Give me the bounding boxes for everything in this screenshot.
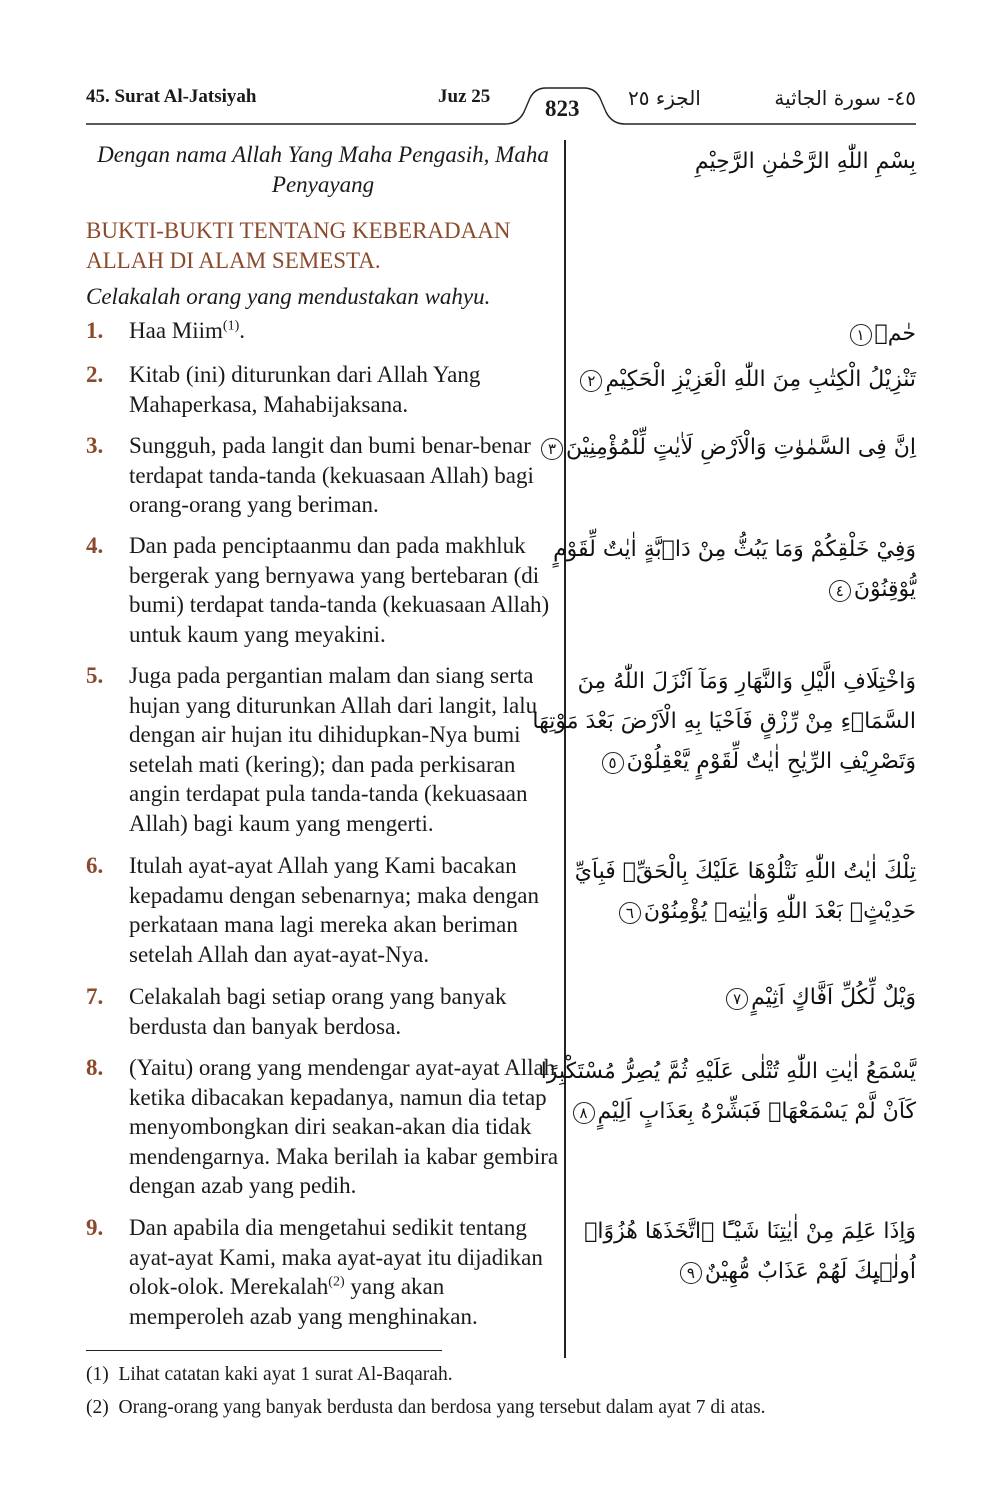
ayah-number: 6. [86,853,104,878]
arabic-text: اِنَّ فِى السَّمٰوٰتِ وَالْاَرْضِ لَاٰيٰتٍ لِّلْمُؤْمِنِيْنَ [566,435,916,460]
ayah-end-marker: ٣ [541,438,563,460]
running-header-juz-arabic: الجزء ٢٥ [628,86,701,110]
ayah-number: 2. [86,362,104,387]
ayah-text: Juga pada pergantian malam dan siang serta hujan yang diturunkan Allah dari langit, lalu dengan air hujan itu dihidupkan-Nya bumi setelah mati (kering); dan pada perkisaran angin terdapat pula tanda-tanda (kekuasaan Allah) bagi kaum yang mengerti. [129,663,538,836]
ayah-translation-3 [86,431,560,520]
ayah-text: Dan pada penciptaanmu dan pada makhluk bergerak yang bernyawa yang bertebaran (di bumi) terdapat tanda-tanda (kekuasaan Allah) untuk kaum yang meyakini. [129,533,550,647]
ayah-text: Celakalah bagi setiap orang yang banyak berdusta dan banyak berdosa. [129,984,507,1039]
ayah-translation-5 [86,661,560,838]
ayah-number: 1. [86,318,104,343]
ayah-text: (Yaitu) orang yang mendengar ayat-ayat Allah ketika dibacakan kepadanya, namun dia tetap menyombongkan diri seakan-akan dia tidak mendengarnya. Maka berilah ia kabar gembira dengan azab yang pedih. [129,1055,559,1198]
arabic-text: تَنْزِيْلُ الْكِتٰبِ مِنَ اللّٰهِ الْعَزِيْزِ الْحَكِيْمِ [605,367,916,392]
arabic-text: يَّسْمَعُ اٰيٰتِ اللّٰهِ تُتْلٰى عَلَيْهِ ثُمَّ يُصِرُّ مُسْتَكْبِرًا كَاَنْ لَّمْ يَسْمَعْهَاۚ فَبَشِّرْهُ بِعَذَابٍ اَلِيْمٍ [540,1059,916,1124]
ayah-end-marker: ٤ [829,580,851,602]
footnote-1 [86,1364,453,1386]
arabic-text: وَاخْتِلَافِ الَّيْلِ وَالنَّهَارِ وَمَآ اَنْزَلَ اللّٰهُ مِنَ السَّمَاۤءِ مِنْ رِّزْقٍ فَاَحْيَا بِهِ الْاَرْضَ بَعْدَ مَوْتِهَا وَتَصْرِيْفِ الرِّيٰحِ اٰيٰتٌ لِّقَوْمٍ يَّعْقِلُوْنَ [532,669,916,774]
arabic-text: وَفِيْ خَلْقِكُمْ وَمَا يَبُثُّ مِنْ دَاۤبَّةٍ اٰيٰتٌ لِّقَوْمٍ يُّوْقِنُوْنَ [553,537,916,602]
ayah-number: 7. [86,984,104,1009]
section-subheading: Celakalah orang yang mendustakan wahyu. [86,284,491,309]
ayah-end-marker: ١ [850,324,872,346]
section-heading: BUKTI-BUKTI TENTANG KEBERADAAN ALLAH DI ALAM SEMESTA. [86,218,511,273]
running-header-surah-title: 45. Surat Al-Jatsiyah [86,86,257,107]
ayah-arabic-3 [516,428,916,468]
footnote-text: Orang-orang yang banyak berdusta dan berdosa yang tersebut dalam ayat 7 di atas. [118,1397,766,1418]
ayah-arabic-6 [516,852,916,932]
ayah-end-marker: ٥ [602,752,624,774]
ayah-arabic-9 [516,1212,916,1292]
ayah-number: 4. [86,533,104,558]
footnote-ref: (1) [222,318,240,334]
footnote-mark: (2) [86,1397,109,1418]
arabic-text: وَاِذَا عَلِمَ مِنْ اٰيٰتِنَا شَيْـًٔا ۨاتَّخَذَهَا هُزُوًاۗ اُولٰۤىِٕكَ لَهُمْ عَذَابٌ مُّهِيْنٌ [584,1219,916,1284]
ayah-translation-6 [86,851,560,969]
footnote-2 [86,1397,766,1419]
ayah-translation-9: 9. Dan apabila dia mengetahui sedikit tentang ayat-ayat Kami, maka ayat-ayat itu dijadikan olok-olok. Merekalah$^{(2)}$ yang akan memperoleh azab yang menghinakan. [86,1215,543,1329]
running-header-surah-arabic: ٤٥- سورة الجاثية [774,86,916,110]
arabic-text: حٰمۤ [874,321,916,346]
ayah-translation-1: 1. Haa Miim$^{(1)}$. [86,316,560,346]
ayah-translation-8 [86,1053,560,1201]
header-rule [0,0,1000,140]
ayah-number: 8. [86,1055,104,1080]
footnote-ref: (2) [328,1274,345,1290]
ayah-arabic-4 [516,530,916,610]
arabic-text: وَيْلٌ لِّكُلِّ اَفَّاكٍ اَثِيْمٍ [751,985,916,1010]
ayah-translation-7 [86,982,560,1041]
ayah-arabic-2 [516,360,916,400]
footnote-rule [86,1350,442,1351]
ayah-number: 5. [86,663,104,688]
ayah-number: 9. [86,1215,104,1240]
footnote-text: Lihat catatan kaki ayat 1 surat Al-Baqarah. [118,1364,453,1385]
ayah-end-marker: ٦ [619,902,641,924]
ayah-end-marker: ٢ [580,370,602,392]
ayah-text: Kitab (ini) diturunkan dari Allah Yang Mahaperkasa, Mahabijaksana. [129,362,481,417]
ayah-arabic-7 [516,978,916,1018]
ayah-number: 3. [86,433,104,458]
ayah-translation-4 [86,531,560,649]
ayah-end-marker: ٩ [680,1262,702,1284]
ayah-translation-2 [86,360,560,419]
ayah-arabic-5 [516,662,916,782]
bismillah-translation: Dengan nama Allah Yang Maha Pengasih, Maha Penyayang [97,142,549,197]
arabic-text: تِلْكَ اٰيٰتُ اللّٰهِ نَتْلُوْهَا عَلَيْكَ بِالْحَقِّۚ فَبِاَيِّ حَدِيْثٍۢ بَعْدَ اللّٰهِ وَاٰيٰتِهٖ يُؤْمِنُوْنَ [574,859,916,924]
footnote-mark: (1) [86,1364,109,1385]
ayah-text: Dan apabila dia mengetahui sedikit tentang ayat-ayat Kami, maka ayat-ayat itu dijadikan olok-olok. Merekalah [129,1215,543,1299]
bismillah-arabic: بِسْمِ اللّٰهِ الرَّحْمٰنِ الرَّحِيْمِ [694,149,916,174]
ayah-text: Sungguh, pada langit dan bumi benar-benar terdapat tanda-tanda (kekuasaan Allah) bagi orang-orang yang beriman. [129,433,534,517]
running-header-juz: Juz 25 [438,86,491,107]
ayah-arabic-8 [516,1052,916,1132]
ayah-end-marker: ٧ [726,988,748,1010]
page-number: 823 [545,96,580,121]
ayah-end-marker: ٨ [573,1102,595,1124]
ayah-arabic-1 [516,314,916,354]
ayah-text: Itulah ayat-ayat Allah yang Kami bacakan kepadamu dengan sebenarnya; maka dengan perkataan mana lagi mereka akan beriman setelah Allah dan ayat-ayat-Nya. [129,853,539,967]
ayah-text: Haa Miim [129,318,223,343]
